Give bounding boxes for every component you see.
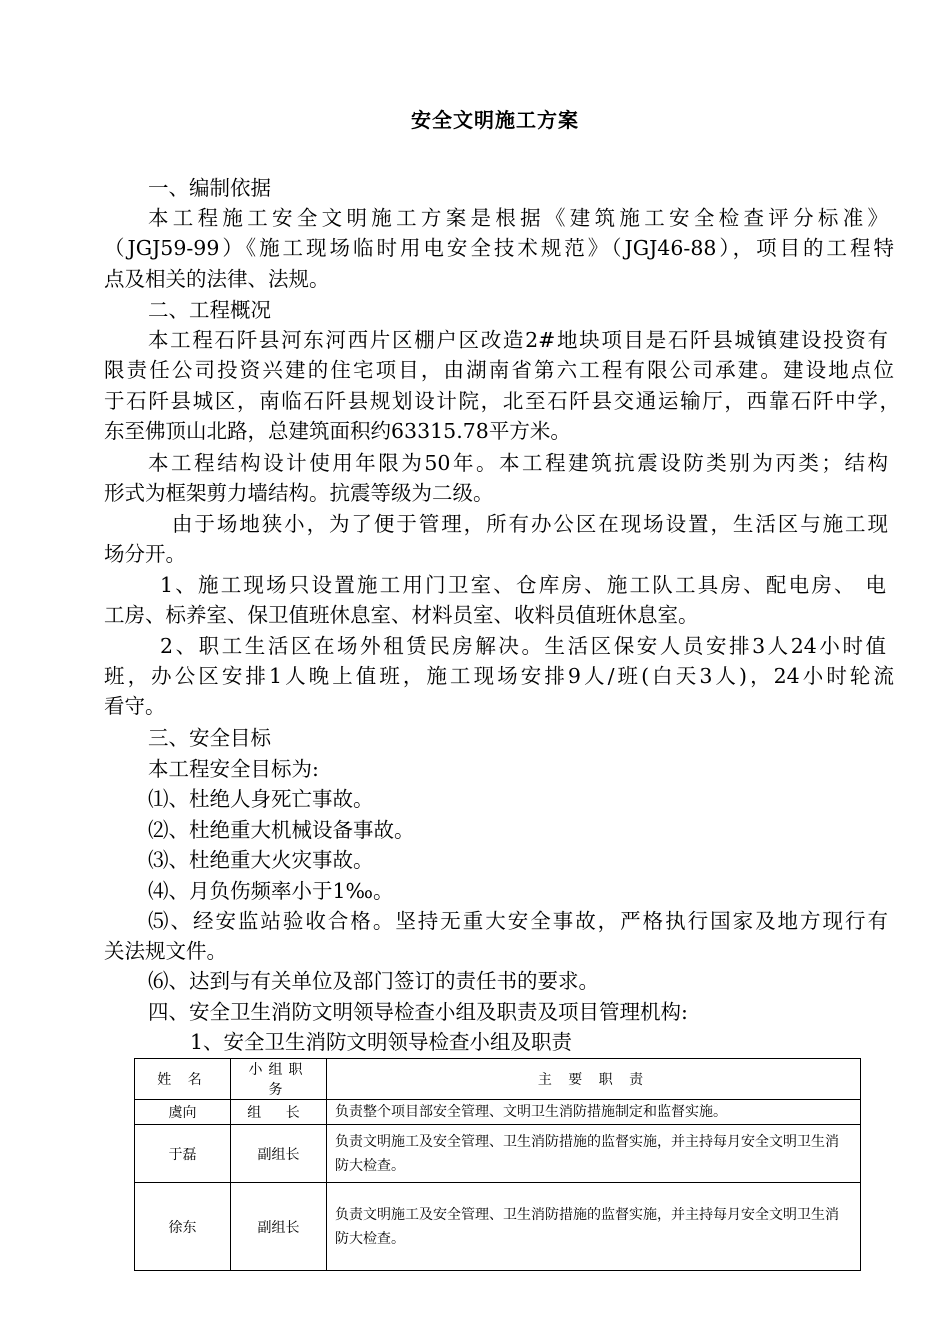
section-heading-basis: 一、编制依据 xyxy=(148,176,271,200)
table-row xyxy=(135,1100,861,1125)
goal-item: ⑸、经安监站验收合格。坚持无重大安全事故，严格执行国家及地方现行有 xyxy=(148,909,888,933)
table-header-row xyxy=(135,1059,861,1100)
goal-item: ⑹、达到与有关单位及部门签订的责任书的要求。 xyxy=(148,969,599,993)
paragraph-line: 于石阡县城区，南临石阡县规划设计院，北至石阡县交通运输厅，西靠石阡中学， xyxy=(104,389,900,413)
member-role: 组 长 xyxy=(231,1100,327,1125)
member-duty: 负责文明施工及安全管理、卫生消防措施的监督实施，并主持每月安全文明卫生消防大检查。 xyxy=(327,1183,861,1271)
goal-item: ⑵、杜绝重大机械设备事故。 xyxy=(148,818,415,842)
section-heading-safety-goals: 三、安全目标 xyxy=(148,726,271,750)
paragraph-line: 形式为框架剪力墙结构。抗震等级为二级。 xyxy=(104,481,494,505)
paragraph-line: 东至佛顶山北路，总建筑面积约63315.78平方米。 xyxy=(104,419,571,443)
member-name: 于磊 xyxy=(135,1125,231,1183)
member-name: 徐东 xyxy=(135,1183,231,1271)
paragraph-line: 本工程石阡县河东河西片区棚户区改造2#地块项目是石阡县城镇建设投资有 xyxy=(148,328,888,352)
paragraph-line: 点及相关的法律、法规。 xyxy=(104,267,330,291)
page-title: 安全文明施工方案 xyxy=(411,108,579,132)
goal-item: 关法规文件。 xyxy=(104,939,227,963)
table-row xyxy=(135,1183,861,1271)
member-duty: 负责文明施工及安全管理、卫生消防措施的监督实施，并主持每月安全文明卫生消防大检查。 xyxy=(327,1125,861,1183)
subsection-heading: 1、安全卫生消防文明领导检查小组及职责 xyxy=(190,1030,573,1054)
paragraph-line: （JGJ59-99）《施工现场临时用电安全技术规范》（JGJ46-88），项目的工程特 xyxy=(104,236,894,260)
leader-group-table xyxy=(134,1058,861,1271)
paragraph-line: 由于场地狭小，为了便于管理，所有办公区在现场设置，生活区与施工现 xyxy=(172,512,888,536)
member-role: 副组长 xyxy=(231,1125,327,1183)
paragraph-line: 工房、标养室、保卫值班休息室、材料员室、收料员值班休息室。 xyxy=(104,603,699,627)
member-name: 虞向 xyxy=(135,1100,231,1125)
column-header-role: 小组职务 xyxy=(231,1059,327,1100)
paragraph-line: 场分开。 xyxy=(104,542,186,566)
table-row xyxy=(135,1125,861,1183)
paragraph-line: 本工程安全目标为: xyxy=(148,757,319,781)
goal-item: ⑴、杜绝人身死亡事故。 xyxy=(148,787,374,811)
section-heading-organization: 四、安全卫生消防文明领导检查小组及职责及项目管理机构: xyxy=(148,1000,688,1024)
paragraph-line: 本工程施工安全文明施工方案是根据《建筑施工安全检查评分标准》 xyxy=(148,206,888,230)
paragraph-line: 1、施工现场只设置施工用门卫室、仓库房、施工队工具房、配电房、 电 xyxy=(160,573,886,597)
paragraph-line: 限责任公司投资兴建的住宅项目，由湖南省第六工程有限公司承建。建设地点位 xyxy=(104,358,894,382)
column-header-duty: 主 要 职 责 xyxy=(327,1059,861,1100)
goal-item: ⑶、杜绝重大火灾事故。 xyxy=(148,848,374,872)
member-duty: 负责整个项目部安全管理、文明卫生消防措施制定和监督实施。 xyxy=(327,1100,861,1125)
paragraph-line: 本工程结构设计使用年限为50年。本工程建筑抗震设防类别为丙类；结构 xyxy=(148,451,888,475)
column-header-name: 姓 名 xyxy=(135,1059,231,1100)
section-heading-overview: 二、工程概况 xyxy=(148,298,271,322)
paragraph-line: 2、职工生活区在场外租赁民房解决。生活区保安人员安排3人24小时值 xyxy=(160,634,886,658)
member-role: 副组长 xyxy=(231,1183,327,1271)
goal-item: ⑷、月负伤频率小于1‰。 xyxy=(148,879,394,903)
paragraph-line: 班，办公区安排1人晚上值班，施工现场安排9人/班(白天3人)，24小时轮流 xyxy=(104,664,894,688)
paragraph-line: 看守。 xyxy=(104,694,166,718)
